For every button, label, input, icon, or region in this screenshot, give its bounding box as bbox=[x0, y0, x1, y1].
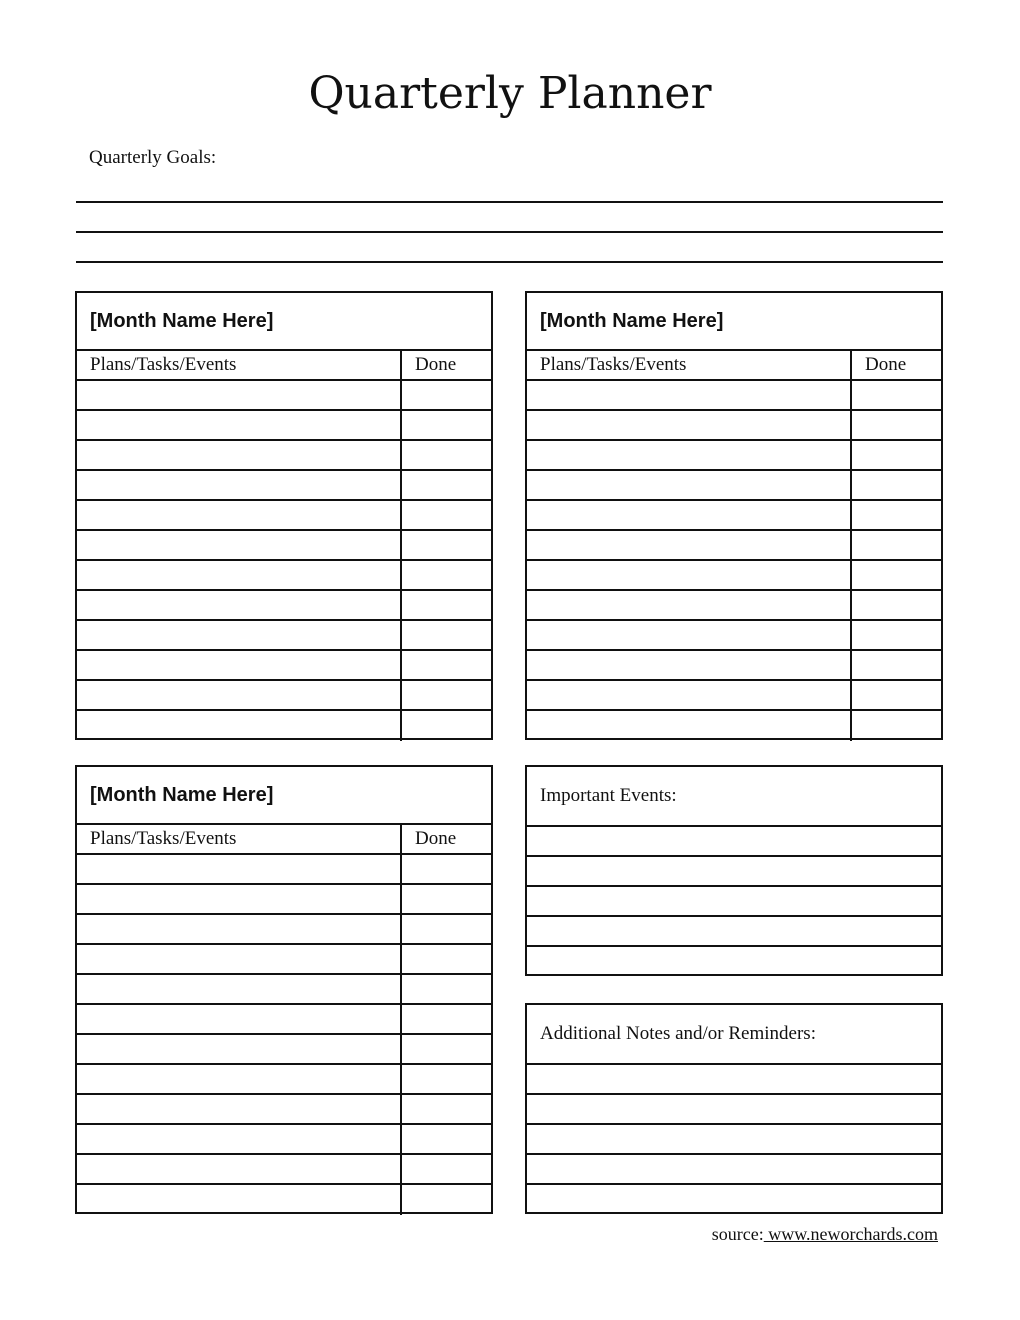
table-row bbox=[77, 441, 491, 471]
table-row bbox=[77, 975, 491, 1005]
done-cell[interactable] bbox=[852, 651, 941, 679]
done-cell[interactable] bbox=[402, 855, 491, 883]
plans-cell[interactable] bbox=[77, 651, 402, 679]
table-row bbox=[527, 471, 941, 501]
entry-row[interactable] bbox=[527, 1095, 941, 1125]
done-cell[interactable] bbox=[402, 621, 491, 649]
plans-cell[interactable] bbox=[77, 501, 402, 529]
plans-cell[interactable] bbox=[527, 711, 852, 741]
plans-cell[interactable] bbox=[77, 1185, 402, 1215]
done-column-header: Done bbox=[402, 351, 491, 381]
entry-row[interactable] bbox=[527, 1155, 941, 1185]
done-cell[interactable] bbox=[402, 531, 491, 559]
plans-column-header: Plans/Tasks/Events bbox=[77, 825, 402, 855]
done-cell[interactable] bbox=[402, 885, 491, 913]
table-row bbox=[77, 1125, 491, 1155]
table-row bbox=[77, 471, 491, 501]
done-cell[interactable] bbox=[852, 561, 941, 589]
plans-cell[interactable] bbox=[527, 501, 852, 529]
done-cell[interactable] bbox=[402, 471, 491, 499]
plans-cell[interactable] bbox=[77, 1035, 402, 1063]
done-cell[interactable] bbox=[852, 471, 941, 499]
plans-cell[interactable] bbox=[527, 411, 852, 439]
table-row bbox=[527, 561, 941, 591]
done-cell[interactable] bbox=[402, 411, 491, 439]
done-column-header: Done bbox=[402, 825, 491, 855]
done-cell[interactable] bbox=[852, 501, 941, 529]
important-events-box bbox=[525, 765, 943, 976]
table-row bbox=[527, 501, 941, 531]
done-cell[interactable] bbox=[402, 1065, 491, 1093]
plans-cell[interactable] bbox=[77, 471, 402, 499]
plans-cell[interactable] bbox=[527, 471, 852, 499]
source-credit bbox=[712, 1222, 938, 1246]
table-row bbox=[77, 915, 491, 945]
table-row bbox=[77, 501, 491, 531]
done-cell[interactable] bbox=[402, 1155, 491, 1183]
entry-row[interactable] bbox=[527, 947, 941, 977]
table-row bbox=[527, 441, 941, 471]
plans-cell[interactable] bbox=[77, 591, 402, 619]
goal-line[interactable] bbox=[76, 201, 943, 203]
table-row bbox=[77, 561, 491, 591]
table-row bbox=[77, 621, 491, 651]
entry-row[interactable] bbox=[527, 887, 941, 917]
notes-box bbox=[525, 1003, 943, 1214]
table-row bbox=[77, 1005, 491, 1035]
month-name-heading[interactable]: [Month Name Here] bbox=[77, 293, 491, 351]
done-cell[interactable] bbox=[402, 1035, 491, 1063]
table-row bbox=[527, 621, 941, 651]
done-cell[interactable] bbox=[402, 501, 491, 529]
plans-cell[interactable] bbox=[77, 1005, 402, 1033]
goal-line[interactable] bbox=[76, 231, 943, 233]
table-row bbox=[527, 591, 941, 621]
table-row bbox=[527, 531, 941, 561]
table-row bbox=[527, 651, 941, 681]
plans-cell[interactable] bbox=[77, 381, 402, 409]
done-cell[interactable] bbox=[402, 1185, 491, 1215]
plans-cell[interactable] bbox=[77, 885, 402, 913]
done-cell[interactable] bbox=[402, 975, 491, 1003]
plans-cell[interactable] bbox=[77, 441, 402, 469]
done-cell[interactable] bbox=[402, 711, 491, 741]
table-row bbox=[77, 1065, 491, 1095]
source-link[interactable]: www.neworchards.com bbox=[763, 1224, 938, 1244]
month-name-heading[interactable]: [Month Name Here] bbox=[527, 293, 941, 351]
done-column-header: Done bbox=[852, 351, 941, 381]
table-row bbox=[77, 591, 491, 621]
plans-cell[interactable] bbox=[527, 561, 852, 589]
plans-cell[interactable] bbox=[77, 711, 402, 741]
entry-row[interactable] bbox=[527, 917, 941, 947]
table-row bbox=[77, 651, 491, 681]
done-cell[interactable] bbox=[402, 561, 491, 589]
entry-row[interactable] bbox=[527, 827, 941, 857]
plans-cell[interactable] bbox=[77, 975, 402, 1003]
done-cell[interactable] bbox=[852, 411, 941, 439]
plans-cell[interactable] bbox=[527, 381, 852, 409]
done-cell[interactable] bbox=[852, 381, 941, 409]
source-prefix: source: bbox=[711, 1224, 764, 1244]
table-row bbox=[77, 681, 491, 711]
done-cell[interactable] bbox=[852, 591, 941, 619]
entry-row[interactable] bbox=[527, 857, 941, 887]
quarterly-goals-label: Quarterly Goals: bbox=[89, 147, 217, 168]
plans-cell[interactable] bbox=[77, 411, 402, 439]
table-row bbox=[77, 711, 491, 741]
done-cell[interactable] bbox=[402, 441, 491, 469]
plans-cell[interactable] bbox=[77, 945, 402, 973]
plans-column-header: Plans/Tasks/Events bbox=[77, 351, 402, 381]
table-row bbox=[77, 1155, 491, 1185]
done-cell[interactable] bbox=[402, 915, 491, 943]
plans-cell[interactable] bbox=[77, 1125, 402, 1153]
table-row bbox=[77, 945, 491, 975]
month-table-1 bbox=[75, 291, 493, 740]
done-cell[interactable] bbox=[402, 591, 491, 619]
table-row bbox=[527, 711, 941, 741]
done-cell[interactable] bbox=[402, 681, 491, 709]
table-row bbox=[77, 411, 491, 441]
done-cell[interactable] bbox=[402, 381, 491, 409]
done-cell[interactable] bbox=[852, 531, 941, 559]
done-cell[interactable] bbox=[402, 945, 491, 973]
table-row bbox=[77, 531, 491, 561]
plans-cell[interactable] bbox=[527, 441, 852, 469]
plans-cell[interactable] bbox=[77, 915, 402, 943]
plans-cell[interactable] bbox=[77, 681, 402, 709]
month-table-2 bbox=[525, 291, 943, 740]
month-name-heading[interactable]: [Month Name Here] bbox=[77, 767, 491, 825]
plans-cell[interactable] bbox=[527, 591, 852, 619]
notes-label: Additional Notes and/or Reminders: bbox=[527, 1005, 941, 1065]
done-cell[interactable] bbox=[402, 1005, 491, 1033]
table-row bbox=[77, 381, 491, 411]
done-cell[interactable] bbox=[402, 1125, 491, 1153]
table-row bbox=[527, 681, 941, 711]
table-row bbox=[527, 411, 941, 441]
plans-cell[interactable] bbox=[77, 531, 402, 559]
done-cell[interactable] bbox=[852, 441, 941, 469]
plans-cell[interactable] bbox=[527, 531, 852, 559]
plans-cell[interactable] bbox=[77, 1065, 402, 1093]
plans-cell[interactable] bbox=[77, 621, 402, 649]
goal-line[interactable] bbox=[76, 261, 943, 263]
plans-cell[interactable] bbox=[527, 651, 852, 679]
plans-column-header: Plans/Tasks/Events bbox=[527, 351, 852, 381]
entry-row[interactable] bbox=[527, 1185, 941, 1215]
table-row bbox=[77, 1095, 491, 1125]
table-row bbox=[77, 885, 491, 915]
plans-cell[interactable] bbox=[77, 1095, 402, 1123]
table-row bbox=[77, 855, 491, 885]
page-title: Quarterly Planner bbox=[308, 68, 712, 119]
plans-cell[interactable] bbox=[527, 621, 852, 649]
done-cell[interactable] bbox=[852, 681, 941, 709]
entry-row[interactable] bbox=[527, 1125, 941, 1155]
done-cell[interactable] bbox=[402, 651, 491, 679]
table-row bbox=[77, 1035, 491, 1065]
plans-cell[interactable] bbox=[77, 855, 402, 883]
done-cell[interactable] bbox=[852, 621, 941, 649]
table-row bbox=[527, 381, 941, 411]
plans-cell[interactable] bbox=[77, 1155, 402, 1183]
important-events-label: Important Events: bbox=[527, 767, 941, 827]
plans-cell[interactable] bbox=[527, 681, 852, 709]
table-row bbox=[77, 1185, 491, 1215]
month-table-3 bbox=[75, 765, 493, 1214]
done-cell[interactable] bbox=[402, 1095, 491, 1123]
entry-row[interactable] bbox=[527, 1065, 941, 1095]
done-cell[interactable] bbox=[852, 711, 941, 741]
plans-cell[interactable] bbox=[77, 561, 402, 589]
